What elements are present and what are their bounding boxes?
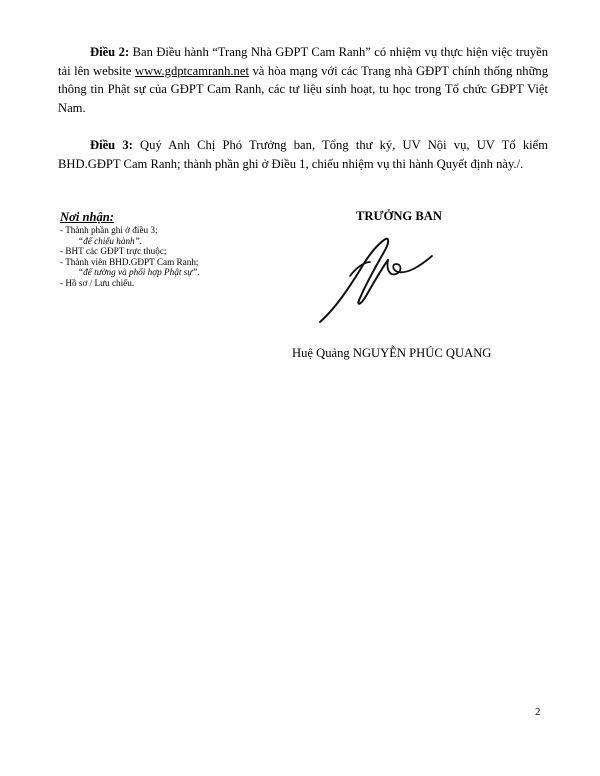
recipient-item: - BHT các GĐPT trực thuộc; [60, 246, 167, 257]
recipient-item: - Thành viên BHD.GĐPT Cam Ranh; [60, 256, 199, 267]
article-2-label: Điều 2: [90, 45, 130, 59]
article-3-label: Điều 3: [90, 138, 133, 152]
article-2-paragraph [58, 43, 548, 117]
article-3-text: Quý Anh Chị Phó Trưởng ban, Tổng thư ký, UV Nội vụ, UV Tổ kiểm BHD.GĐPT Cam Ranh; thành phần ghi ở Điều 1, chiếu nhiệm vụ thi hành Quyết định này./. [58, 138, 548, 171]
recipient-note: “để chiếu hành”. [78, 235, 143, 246]
recipient-item: - Hồ sơ / Lưu chiếu. [60, 277, 135, 288]
article-2-text-after-link: và hòa mạng với các Trang nhà GĐPT chính thống những thông tin Phật sự của GĐPT Cam Ranh, các tư liệu sinh hoạt, tu học trong Tổ chức GĐPT Việt Nam. [58, 63, 549, 115]
article-2-text-before-link: Ban Điều hành “Trang Nhà GĐPT Cam Ranh” có nhiệm vụ thực hiện việc truyền tải lên website [58, 45, 549, 78]
recipients-title: Nơi nhận: [60, 210, 115, 224]
signer-name: Huệ Quảng NGUYỄN PHÚC QUANG [292, 346, 492, 360]
signature-title: TRƯỞNG BAN [356, 209, 442, 223]
page-number: 2 [535, 706, 541, 718]
recipient-item: - Thành phần ghi ở điều 3; [60, 225, 158, 235]
website-link[interactable]: www.gdptcamranh.net [135, 63, 249, 78]
recipient-note: “để tường và phối hợp Phật sự”. [78, 267, 200, 278]
article-3-paragraph [58, 136, 548, 173]
recipients-list [60, 225, 300, 289]
recipients-block [60, 209, 300, 289]
handwritten-signature [316, 226, 436, 326]
